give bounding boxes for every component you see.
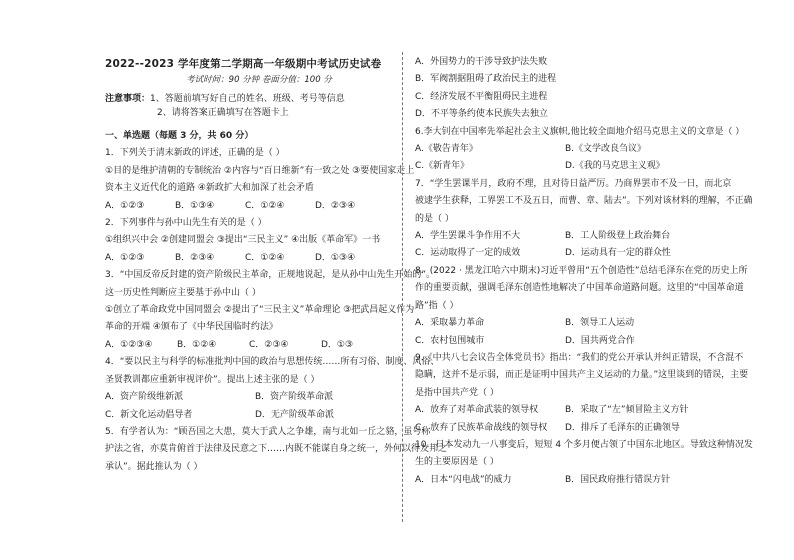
q5-option: A．外国势力的干涉导致护法失败 [415,57,548,67]
q8-line: 作的重要贡献，强调毛泽东创造性地解决了中国革命道路问题。这里的“中国革命道 [415,283,744,294]
section-heading: 一、单选题（每题 3 分，共 60 分） [105,131,254,141]
q7-line: 被逮学生获释，工界罢工不及五日，而曹、章、陆去”。下列对该材料的理解，不正确 [415,196,753,207]
option: A.《敬告青年》 [415,144,478,155]
notice-1: 1、答题前填写好自己的姓名、班级、考号等信息 [150,94,345,104]
q9-line: 9.《中共八七会议告全体党员书》指出：“我们的党公开承认并纠正错误，不含混不 [415,352,744,363]
option: C．运动取得了一定的成效 [415,248,521,259]
q3-options [105,337,393,354]
q10-options-row-1 [415,472,715,489]
q9-line: 是指中国共产党（ ） [415,387,499,398]
option: D.《我的马克思主义观》 [565,161,665,172]
option: C．①②④ [245,200,285,211]
q3-line: 革命的开端 ④颁布了《中华民国临时约法》 [105,322,278,333]
q2-line: ①组织兴中会 ②创建同盟会 ③提出“三民主义” ④出版《革命军》一书 [105,235,381,246]
exam-subtitle: 考试时间：90 分钟 卷面分值：100 分 [186,75,332,85]
option: B．工人阶级登上政治舞台 [565,231,671,242]
q5-line: 5．有学者认为：“顾吾国之大患，莫大于武人之争雄，南与北如一丘之貉，虽号称 [105,426,431,437]
option: A．学生罢课斗争作用不大 [415,231,521,242]
option: B．①③④ [175,200,215,211]
option: D．国共两党合作 [565,335,635,346]
q6-stem: 6.李大钊在中国率先举起社会主义旗帜,他比较全面地介绍马克思主义的文章是（ ） [415,126,745,137]
notice-2: 2、请将答案正确填写在答题卡上 [157,108,289,118]
q2-stem: 2．下列事件与孙中山先生有关的是（ ） [105,218,267,229]
notice-line-2 [105,106,393,120]
option: D．②③④ [315,200,356,211]
option: B．国民政府推行错误方针 [565,474,671,485]
option: B．领导工人运动 [565,318,635,329]
option: B．资产阶级革命派 [255,392,334,403]
q5-option: D．不平等条约使本民族失去独立 [415,109,548,120]
q1-stem: 1．下列关于清末新政的评述，正确的是（ ） [105,148,285,159]
q5-option: B．军阀割据阻碍了政治民主的进程 [415,74,557,85]
q3-line: 3．“中国反帝反封建的资产阶级民主革命，正规地说起，是从孙中山先生开始的”。 [105,270,436,281]
option: B．采取了“左”倾冒险主义方针 [565,405,689,416]
q4-options-row-2 [105,407,393,424]
q9-options-row-1 [415,402,715,419]
q8-line: 路”指（ ） [415,300,459,311]
q3-line: 这一历史性判断应主要基于孙中山（ ） [105,287,261,298]
q2-options [105,250,393,267]
q1-line: ①目的是维护清朝的专制统治 ②内容与“百日维新”有一致之处 ③要使国家走上 [105,165,415,176]
option: D．无产阶级革命派 [255,409,334,420]
option: D．①③④ [315,252,356,263]
option: C．②③④ [249,339,289,350]
option: A．①②③ [105,252,145,263]
q8-options-row-1 [415,315,715,332]
option: B．②③④ [175,252,215,263]
option: B.《文学改良刍议》 [565,144,647,155]
q8-options-row-2 [415,333,715,350]
q5-option: C．经济发展不平衡阻碍民主进程 [415,91,548,102]
option: D．排斥了毛泽东的正确领导 [565,422,680,433]
q7-options-row-1 [415,228,715,245]
q1-options [105,198,393,215]
option: A．资产阶级维新派 [105,392,184,403]
q4-options-row-1 [105,389,393,406]
column-divider [402,52,403,522]
option: B．①②④ [177,339,217,350]
option: C．农村包围城市 [415,335,485,346]
option: A．日本“闪电战”的威力 [415,474,512,485]
q6-options-row-2 [415,158,715,175]
q3-line: ①创立了革命政党中国同盟会 ②提出了“三民主义”革命理论 ③把武昌起义作为 [105,305,415,316]
q7-line: 7．“学生罢课半月，政府不理，且对待日益严厉。乃商界罢市不及一日，而北京 [415,178,732,189]
q7-options-row-2 [415,245,715,262]
q9-options-row-2 [415,420,715,437]
option: C．新文化运动倡导者 [105,409,193,420]
q5-line: 护法之省，亦莫肯俯首于法律及民意之下……内既不能谋自身之统一，外何以得友邦之 [105,444,448,455]
notice-label: 注意事项： [105,94,151,104]
q7-line: 的是（ ） [415,213,454,224]
option: A．放弃了对革命武装的领导权 [415,405,539,416]
exam-title: 2022--2023 学年度第二学期高一年级期中考试历史试卷 [105,58,382,70]
option: D．①③ [321,339,354,350]
q9-line: 隐瞒，这并不是示弱，而正是证明中国共产主义运动的力量。”这里谈到的错误，主要 [415,370,749,381]
q10-line: 10．日本发动九一八事变后，短短 4 个多月便占领了中国东北地区。导致这种情况发 [415,439,753,450]
option: C．①②④ [245,252,285,263]
option: D．运动具有一定的群众性 [565,248,671,259]
q6-options-row-1 [415,141,715,158]
q5-line: 承认”。据此推认为（ ） [105,461,203,472]
q4-line: 4．“要以民主与科学的标准批判中国的政治与思想传统……所有习俗、制度、风俗、 [105,357,440,368]
notice-line-1 [105,92,393,106]
option: C．放弃了民族革命战线的领导权 [415,422,548,433]
q8-line: 8．(2022 · 黑龙江哈六中期末)习近平曾用“五个创造性”总结毛泽东在党的历史上所 [415,265,748,276]
q10-line: 生的主要原因是（ ） [415,457,499,468]
option: A．采取暴力革命 [415,318,485,329]
option: C.《新青年》 [415,161,470,172]
option: A．①②③④ [105,339,153,350]
q1-line: 资本主义近代化的道路 ④新政扩大和加深了社会矛盾 [105,183,314,194]
right-column [415,54,753,489]
option: A．①②③ [105,200,145,211]
q4-line: 圣贤教训都应重新审视评价”。提出上述主张的是（ ） [105,374,320,385]
